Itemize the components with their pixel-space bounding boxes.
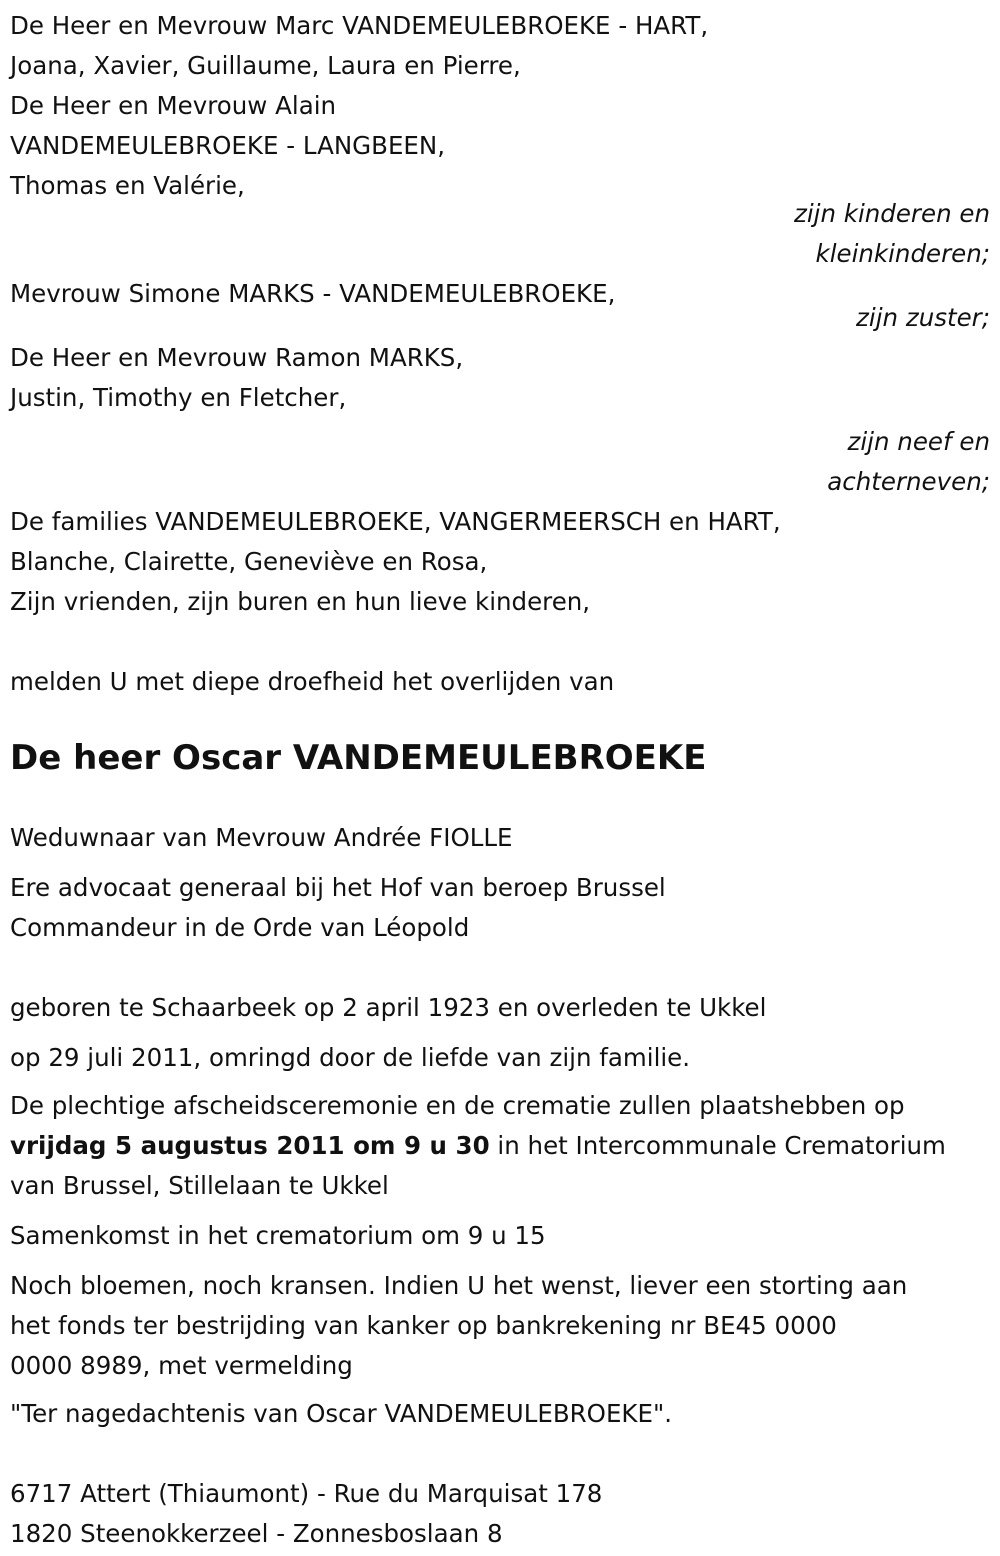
relation-label: kleinkinderen; [815, 239, 990, 268]
family-line: De families VANDEMEULEBROEKE, VANGERMEERSCH en HART, [10, 507, 781, 536]
address-line: 6717 Attert (Thiaumont) - Rue du Marquisat 178 [10, 1479, 603, 1508]
family-line: Mevrouw Simone MARKS - VANDEMEULEBROEKE, [10, 279, 616, 308]
family-line: VANDEMEULEBROEKE - LANGBEEN, [10, 131, 446, 160]
family-line: Joana, Xavier, Guillaume, Laura en Pierre, [10, 51, 521, 80]
ceremony-location: in het Intercommunale Crematorium [489, 1131, 946, 1160]
obituary-page [0, 6, 1000, 1556]
relation-label: achterneven; [827, 467, 990, 496]
ceremony-date-line [10, 1126, 990, 1166]
relation-label: zijn neef en [847, 427, 990, 456]
relation-label: zijn kinderen en [794, 199, 990, 228]
relation-label: zijn zuster; [856, 303, 990, 332]
family-line: Blanche, Clairette, Geneviève en Rosa, [10, 547, 488, 576]
family-line: De Heer en Mevrouw Alain [10, 91, 337, 120]
birth-death-line: op 29 juli 2011, omringd door de liefde van zijn familie. [10, 1043, 691, 1072]
announcement-text: melden U met diepe droefheid het overlijden van [10, 667, 615, 696]
donation-line: 0000 8989, met vermelding [10, 1351, 353, 1380]
family-line: De Heer en Mevrouw Marc VANDEMEULEBROEKE - HART, [10, 11, 709, 40]
title-line: Commandeur in de Orde van Léopold [10, 913, 470, 942]
family-line: De Heer en Mevrouw Ramon MARKS, [10, 343, 464, 372]
gathering-line: Samenkomst in het crematorium om 9 u 15 [10, 1221, 546, 1250]
family-line: Justin, Timothy en Fletcher, [10, 383, 347, 412]
donation-line: Noch bloemen, noch kransen. Indien U het wenst, liever een storting aan [10, 1271, 908, 1300]
family-line: Zijn vrienden, zijn buren en hun lieve kinderen, [10, 587, 591, 616]
title-line: Ere advocaat generaal bij het Hof van beroep Brussel [10, 873, 666, 902]
address-line: 1820 Steenokkerzeel - Zonnesboslaan 8 [10, 1519, 503, 1548]
ceremony-date: vrijdag 5 augustus 2011 om 9 u 30 [10, 1131, 490, 1160]
birth-death-line: geboren te Schaarbeek op 2 april 1923 en overleden te Ukkel [10, 993, 767, 1022]
family-line: Thomas en Valérie, [10, 171, 245, 200]
ceremony-line: van Brussel, Stillelaan te Ukkel [10, 1171, 389, 1200]
donation-line: het fonds ter bestrijding van kanker op bankrekening nr BE45 0000 [10, 1311, 837, 1340]
widower-line: Weduwnaar van Mevrouw Andrée FIOLLE [10, 823, 513, 852]
donation-line: "Ter nagedachtenis van Oscar VANDEMEULEBROEKE". [10, 1399, 673, 1428]
deceased-name: De heer Oscar VANDEMEULEBROEKE [10, 738, 707, 778]
ceremony-line: De plechtige afscheidsceremonie en de crematie zullen plaatshebben op [10, 1091, 905, 1120]
